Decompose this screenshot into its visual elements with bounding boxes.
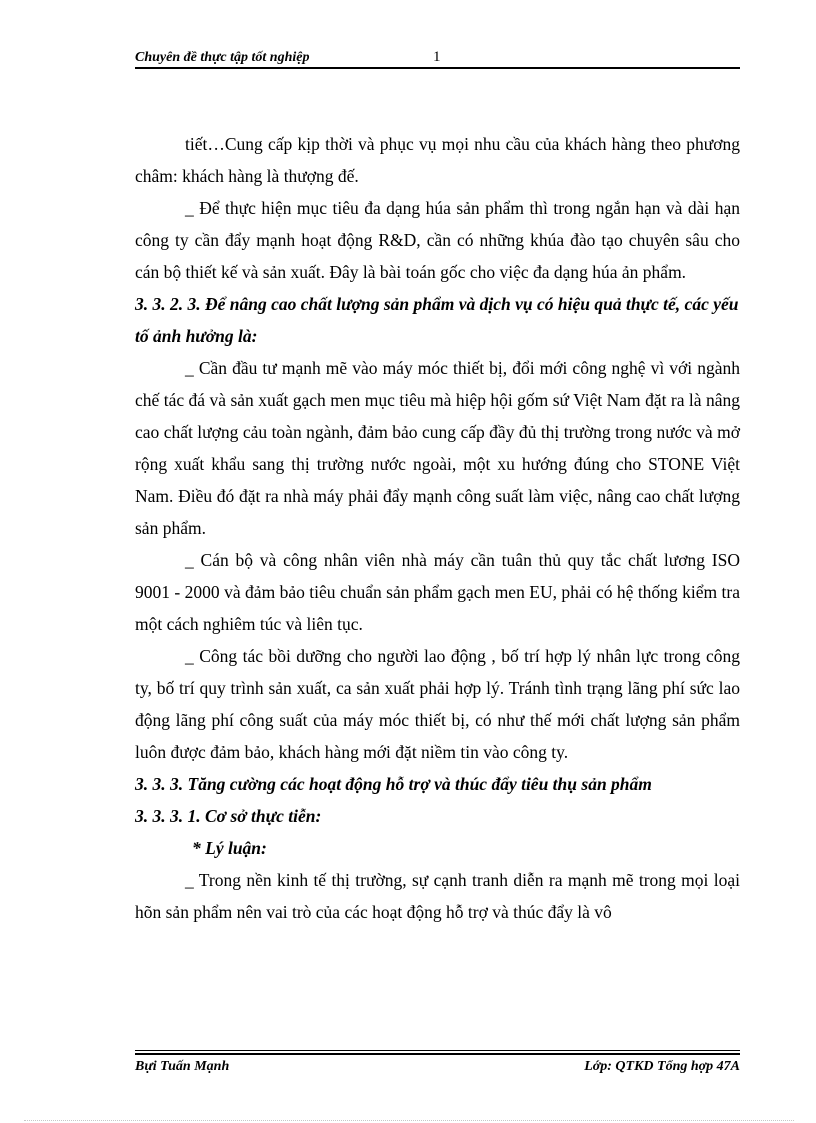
header-title: Chuyên đề thực tập tốt nghiệp bbox=[135, 50, 310, 65]
paragraph-6: _ Trong nền kinh tế thị trường, sự cạnh tranh diễn ra mạnh mẽ trong mọi loại hõn sản phẩm nên vai trò của các hoạt động hỗ trợ và thúc đẩy là vô bbox=[135, 870, 740, 922]
document-body bbox=[135, 128, 740, 928]
footer-rule-thick bbox=[135, 1053, 740, 1055]
header-rule bbox=[135, 67, 740, 69]
footer-rule-thin bbox=[135, 1050, 740, 1051]
footer-author: Bựi Tuấn Mạnh bbox=[135, 1059, 230, 1074]
page-edge-divider bbox=[24, 1120, 794, 1121]
footer-class: Lớp: QTKD Tổng hợp 47A bbox=[584, 1059, 740, 1074]
subheading-ly-luan: * Lý luận: bbox=[192, 838, 267, 858]
paragraph-1: tiết…Cung cấp kịp thời và phục vụ mọi nhu cầu của khách hàng theo phương châm: khách hàng là thượng đế. bbox=[135, 134, 740, 186]
section-heading-3-3-3: 3. 3. 3. Tăng cường các hoạt động hỗ trợ và thúc đẩy tiêu thụ sản phẩm bbox=[135, 774, 652, 794]
section-heading-3-3-2-3: 3. 3. 2. 3. Để nâng cao chất lượng sản phẩm và dịch vụ có hiệu quả thực tế, các yếu tố ảnh hưởng là: bbox=[135, 294, 739, 346]
paragraph-5: _ Công tác bồi dưỡng cho người lao động , bố trí hợp lý nhân lực trong công ty, bố trí quy trình sản xuất, ca sản xuất phải hợp lý. Tránh tình trạng lãng phí sức lao động lãng phí công suất của máy móc thiết bị, có như thế mới chất lượng sản phẩm luôn được đảm bảo, khách hàng mới đặt niềm tin vào công ty. bbox=[135, 646, 740, 762]
page-number: 1 bbox=[433, 49, 441, 65]
paragraph-2: _ Để thực hiện mục tiêu đa dạng húa sản phẩm thì trong ngắn hạn và dài hạn công ty cần đẩy mạnh hoạt động R&D, cần có những khúa đào tạo chuyên sâu cho cán bộ thiết kế và sản xuất. Đây là bài toán gốc cho việc đa dạng húa ản phẩm. bbox=[135, 198, 740, 282]
paragraph-4: _ Cán bộ và công nhân viên nhà máy cần tuân thủ quy tắc chất lương ISO 9001 - 2000 và đảm bảo tiêu chuẩn sản phẩm gạch men EU, phải có hệ thống kiểm tra một cách nghiêm túc và liên tục. bbox=[135, 550, 740, 634]
page-footer bbox=[135, 1050, 740, 1080]
page-header bbox=[135, 48, 740, 70]
section-heading-3-3-3-1: 3. 3. 3. 1. Cơ sở thực tiễn: bbox=[135, 806, 322, 826]
paragraph-3: _ Cần đầu tư mạnh mẽ vào máy móc thiết bị, đổi mới công nghệ vì với ngành chế tác đá và sản xuất gạch men mục tiêu mà hiệp hội gốm sứ Việt Nam đặt ra là nâng cao chất lượng cảu toàn ngành, đảm bảo cung cấp đầy đủ thị trường trong nước và mở rộng xuất khẩu sang thị trường nước ngoài, một xu hướng đúng cho STONE Việt Nam. Điều đó đặt ra nhà máy phải đẩy mạnh công suất làm việc, nâng cao chất lượng sản phẩm. bbox=[135, 358, 740, 538]
